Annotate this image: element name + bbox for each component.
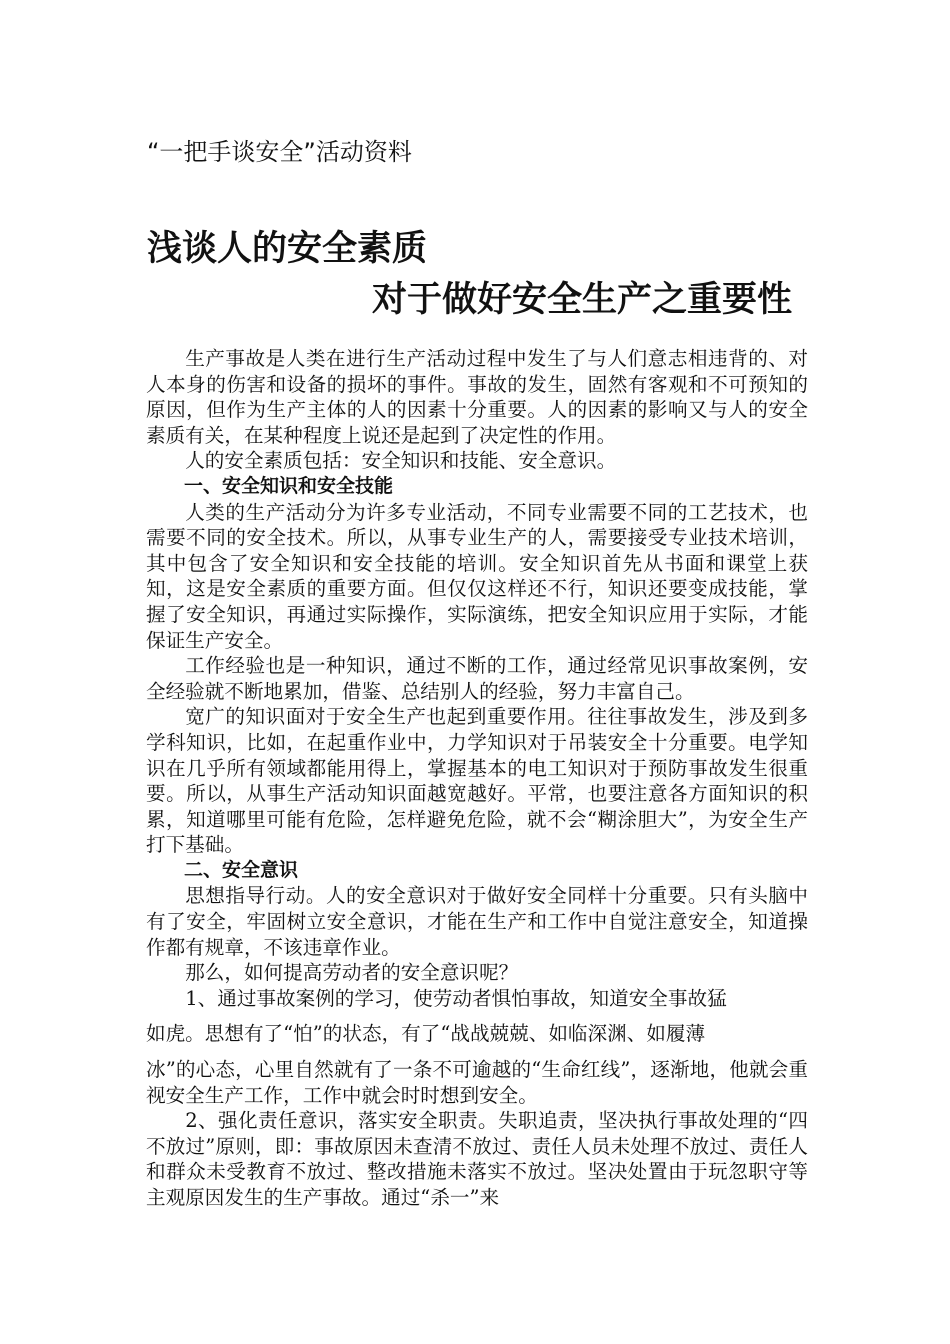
section-heading-knowledge: 一、安全知识和安全技能 [184, 474, 394, 497]
paragraph-broad-knowledge: 宽广的知识面对于安全生产也起到重要作用。往往事故发生，涉及到多学科知识，比如，在起重作业中，力学知识对于吊装安全十分重要。电学知识在几乎所有领域都能用得上，掌握基本的电工知识对于预防事故发生很重要。所以，从事生产活动知识面越宽越好。平常，也要注意各方面知识的积累，知道哪里可能有危险，怎样避免危险，就不会“糊涂胆大”，为安全生产打下基础。 [146, 705, 808, 857]
paragraph-awareness: 思想指导行动。人的安全意识对于做好安全同样十分重要。只有头脑中有了安全，牢固树立安全意识，才能在生产和工作中自觉注意安全，知道操作都有规章，不该违章作业。 [146, 884, 808, 959]
paragraph-question: 那么，如何提高劳动者的安全意识呢？ [185, 961, 519, 985]
paragraph-intro: 生产事故是人类在进行生产活动过程中发生了与人们意志相违背的、对人本身的伤害和设备的损坏的事件。事故的发生，固然有客观和不可预知的原因，但作为生产主体的人的因素十分重要。人的因素的影响又与人的安全素质有关，在某种程度上说还是起到了决定性的作用。 [146, 347, 808, 447]
paragraph-training: 人类的生产活动分为许多专业活动，不同专业需要不同的工艺技术，也需要不同的安全技术。所以，从事专业生产的人，需要接受专业技术培训，其中包含了安全知识和安全技能的培训。安全知识首先从书面和课堂上获知，这是安全素质的重要方面。但仅仅这样还不行，知识还要变成技能，掌握了安全知识，再通过实际操作，实际演练，把安全知识应用于实际，才能保证生产安全。 [146, 500, 808, 652]
paragraph-composition: 人的安全素质包括：安全知识和技能、安全意识。 [185, 449, 617, 473]
paragraph-experience: 工作经验也是一种知识，通过不断的工作，通过经常见识事故案例，安全经验就不断地累加，借鉴、总结别人的经验，努力丰富自己。 [146, 654, 808, 703]
header-note: “一把手谈安全”活动资料 [147, 138, 412, 166]
paragraph-point-1-line-1: 1、通过事故案例的学习，使劳动者惧怕事故，知道安全事故猛 [185, 986, 727, 1010]
title-line-2: 对于做好安全生产之重要性 [372, 279, 793, 320]
paragraph-point-2: 2、强化责任意识，落实安全职责。失职追责，坚决执行事故处理的“四不放过”原则，即：事故原因未查清不放过、责任人员未处理不放过、责任人和群众未受教育不放过、整改措施未落实不放过。坚决处置由于玩忽职守等主观原因发生的生产事故。通过“杀一”来 [146, 1109, 808, 1209]
title-line-1: 浅谈人的安全素质 [147, 228, 428, 269]
paragraph-point-1-line-2: 如虎。思想有了“怕”的状态，有了“战战兢兢、如临深渊、如履薄 [146, 1022, 706, 1046]
section-heading-awareness: 二、安全意识 [184, 858, 299, 881]
paragraph-point-1-line-3: 冰”的心态，心里自然就有了一条不可逾越的“生命红线”，逐渐地，他就会重视安全生产工作，工作中就会时时想到安全。 [146, 1058, 808, 1107]
body-text [146, 346, 808, 1211]
